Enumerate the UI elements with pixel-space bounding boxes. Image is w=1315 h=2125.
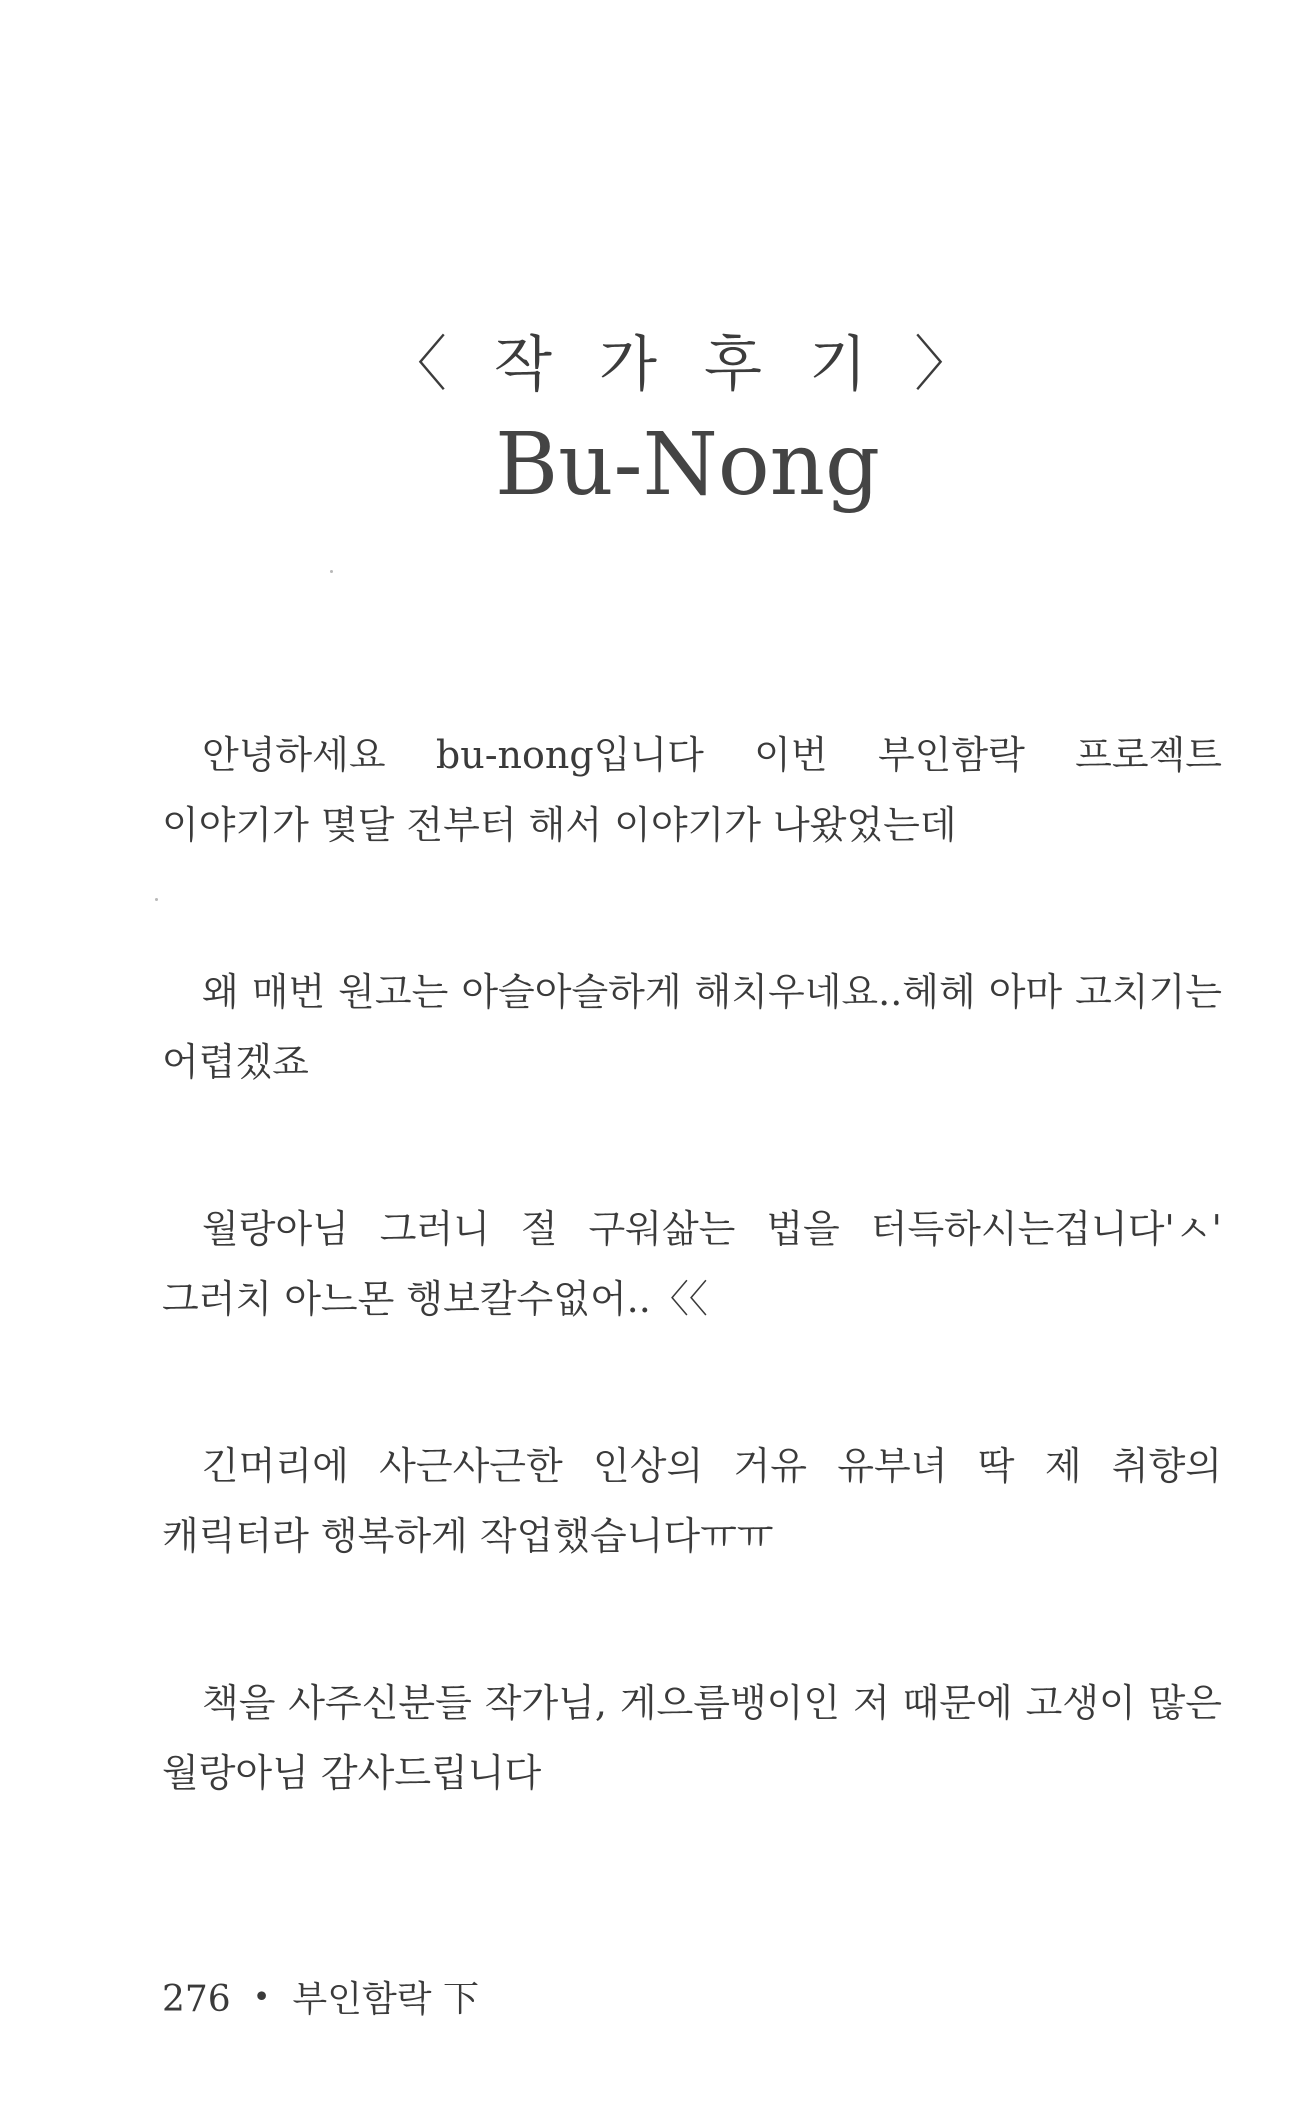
print-speck [330, 570, 333, 573]
paragraph-5: 책을 사주신분들 작가님, 게으름뱅이인 저 때문에 고생이 많은 월랑아님 감사드립니다 [162, 1681, 1222, 1795]
paragraph-4: 긴머리에 사근사근한 인상의 거유 유부녀 딱 제 취향의 캐릭터라 행복하게 작업했습니다ㅠㅠ [162, 1444, 1222, 1558]
paragraph-2: 왜 매번 원고는 아슬아슬하게 해치우네요..헤헤 아마 고치기는 어렵겠죠 [162, 970, 1222, 1084]
author-name: Bu-Nong [494, 415, 881, 515]
print-speck [155, 898, 158, 901]
page-number: 276 [162, 1979, 231, 2020]
book-title: 부인함락 下 [292, 1979, 479, 2020]
paragraph-3: 월랑아님 그러니 절 구워삶는 법을 터득하시는겁니다'ㅅ' 그러치 아느몬 행보칼수없어..〈〈 [162, 1207, 1222, 1321]
paragraph-1: 안녕하세요 bu-nong입니다 이번 부인함락 프로젝트 이야기가 몇달 전부터 해서 이야기가 나왔었는데 [162, 733, 1222, 847]
afterword-body [162, 720, 1222, 1905]
page-footer [162, 1975, 479, 2027]
afterword-title: 〈 작 가 후 기 〉 [386, 330, 989, 400]
footer-separator: • [252, 1980, 271, 2015]
